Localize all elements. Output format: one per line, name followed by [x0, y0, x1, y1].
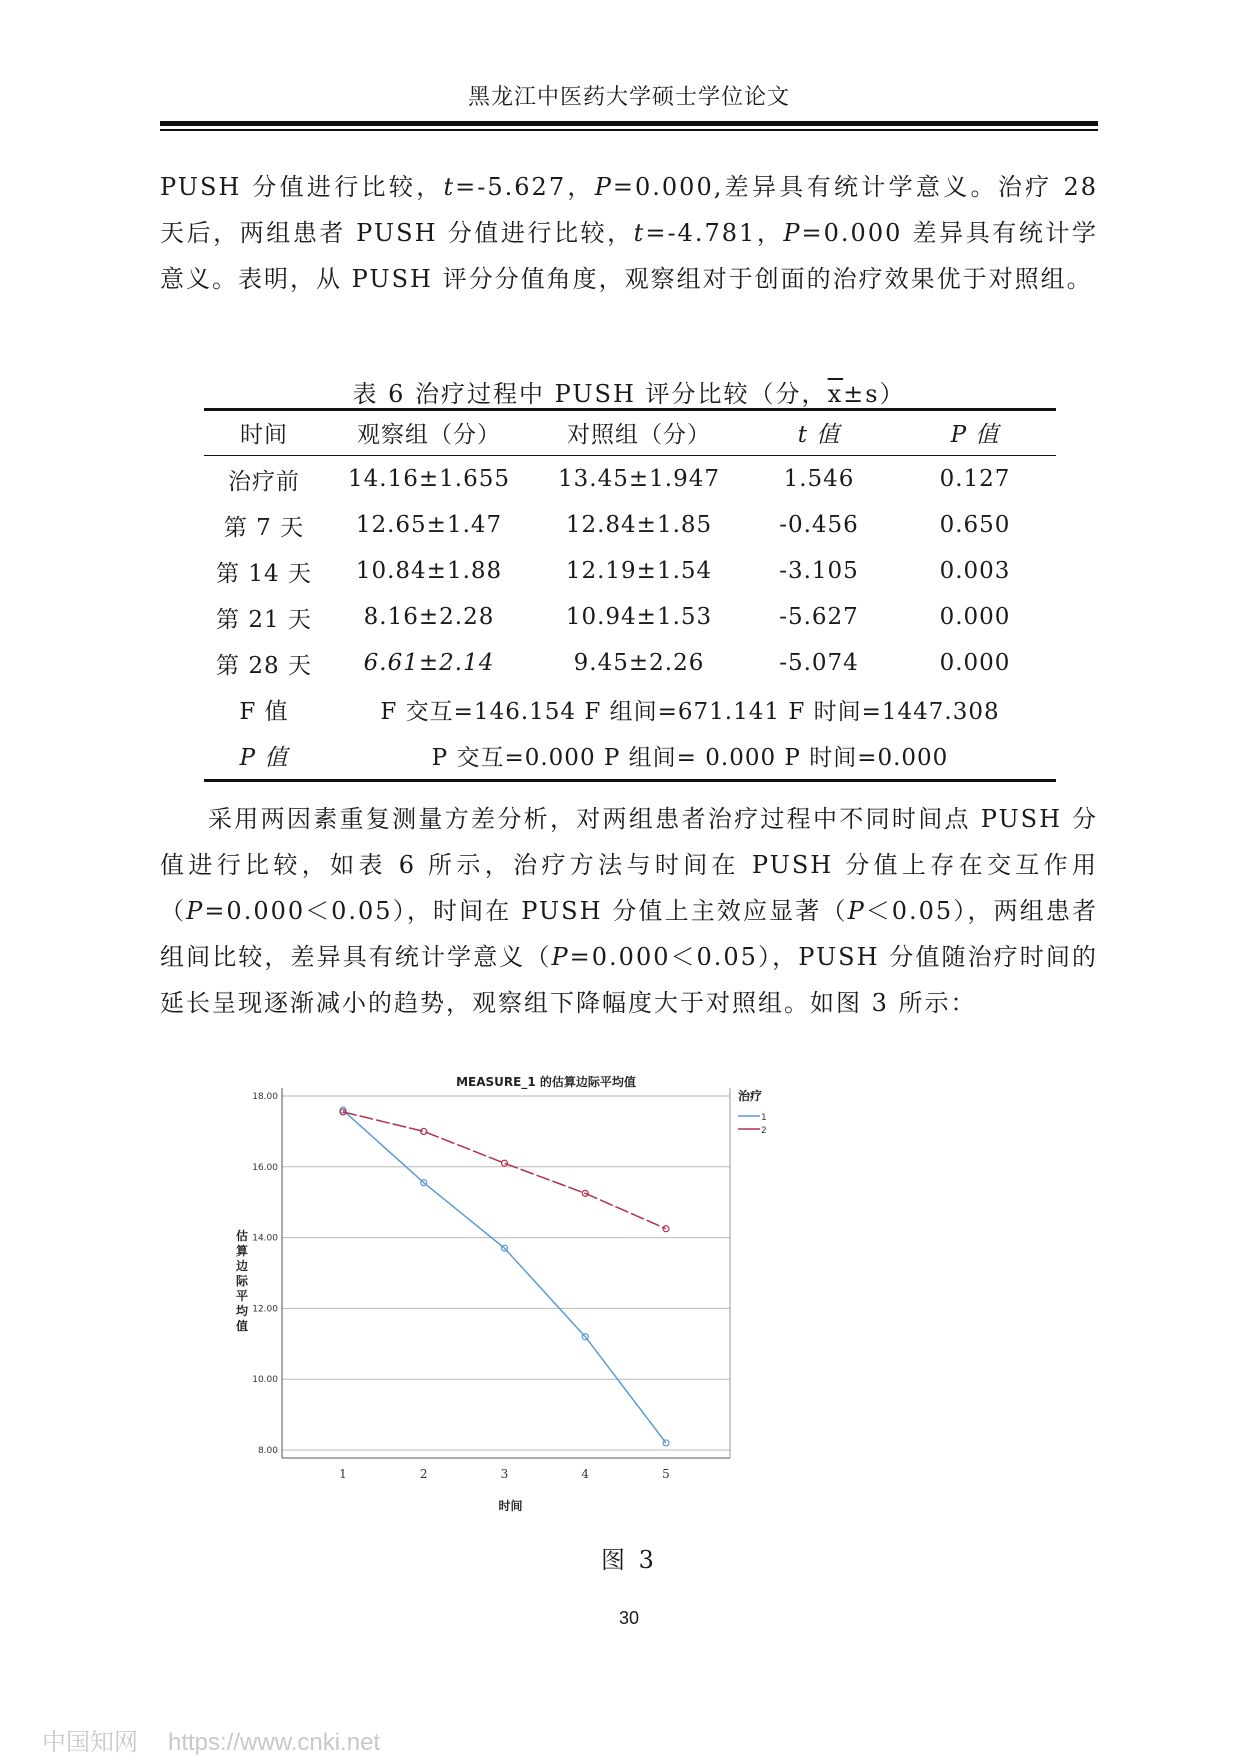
- y-tick-label: 8.00: [257, 1446, 278, 1456]
- running-header: 黑龙江中医药大学硕士学位论文: [467, 85, 790, 110]
- table-caption: 表 6 治疗过程中 PUSH 评分比较（分，$\overline{x}\pm s$）: [352, 380, 906, 408]
- header-rule-thin: [160, 129, 1098, 131]
- header-t: t 值: [744, 409, 894, 456]
- watermark: [42, 1722, 410, 1757]
- paragraph-2: 采用两因素重复测量方差分析，对两组患者治疗过程中不同时间点 PUSH 分值进行比较，如表 6 所示，治疗方法与时间在 PUSH 分值上存在交互作用（P=0.000＜0.05），时间在 PUSH 分值上主效应显著（P＜0.05），两组患者组间比较，差异具有统计学意义（P=0.000＜0.05），PUSH 分值随治疗时间的延长呈现逐渐减小的趋势，观察组下降幅度大于对照组。如图 3 所示：: [160, 805, 1099, 1017]
- table-cell: 治疗前: [228, 468, 300, 495]
- table-cell: 第 28 天: [216, 652, 312, 679]
- y-tick-label: 12.00: [252, 1304, 278, 1315]
- header-ctrl: 对照组（分）: [534, 409, 744, 456]
- y-tick-label: 18.00: [252, 1092, 278, 1102]
- legend-title: 治疗: [738, 1089, 763, 1103]
- header-time: 时间: [204, 409, 324, 456]
- x-tick-label: 3: [500, 1467, 509, 1481]
- f-value: F 交互=146.154 F 组间=671.141 F 时间=1447.308: [380, 698, 1000, 725]
- p-value: P 交互=0.000 P 组间= 0.000 P 时间=0.000: [431, 744, 949, 771]
- y-tick-label: 16.00: [252, 1162, 278, 1173]
- y-tick-label: 10.00: [252, 1375, 278, 1386]
- watermark-url: https://www.cnki.net: [168, 1729, 381, 1756]
- table-cell: 14.16±1.655: [348, 466, 510, 492]
- table-cell: 1.546: [783, 466, 855, 492]
- y-axis-label-char: 值: [235, 1319, 249, 1333]
- table-row: [204, 502, 1056, 548]
- x-tick-label: 5: [662, 1467, 670, 1481]
- data-point: [663, 1440, 669, 1446]
- figure-3-chart: [235, 1070, 870, 1540]
- y-axis-label-char: 算: [235, 1244, 249, 1258]
- y-tick-label: 14.00: [252, 1233, 278, 1244]
- table-cell: 9.45±2.26: [573, 650, 705, 676]
- watermark-brand: 中国知网: [42, 1729, 138, 1756]
- legend-label: 2: [761, 1126, 767, 1136]
- table-cell: 10.94±1.53: [565, 604, 713, 630]
- table-cell: -3.105: [779, 558, 859, 584]
- table-cell: 0.650: [939, 512, 1011, 538]
- push-score-table: [204, 409, 1056, 778]
- f-value-row: [204, 686, 1056, 732]
- table-cell: -5.074: [779, 650, 859, 676]
- table-cell: -0.456: [779, 512, 859, 538]
- x-tick-label: 1: [339, 1467, 347, 1481]
- header-rule-thick: [160, 121, 1098, 126]
- table-row: [204, 548, 1056, 594]
- table-cell: 12.65±1.47: [355, 512, 503, 538]
- table-cell: 第 21 天: [216, 606, 312, 633]
- line-chart-svg: [235, 1070, 870, 1540]
- table-row: [204, 640, 1056, 686]
- y-axis-label-char: 平: [235, 1289, 249, 1303]
- table-cell: 第 14 天: [216, 560, 312, 587]
- x-tick-label: 4: [581, 1467, 590, 1481]
- table-cell: 12.84±1.85: [565, 512, 713, 538]
- table-cell: 12.19±1.54: [565, 558, 713, 584]
- paragraph-1: PUSH 分值进行比较，t=-5.627，P=0.000,差异具有统计学意义。治疗 28 天后，两组患者 PUSH 分值进行比较，t=-4.781，P=0.000 差异具有统计学意义。表明，从 PUSH 评分分值角度，观察组对于创面的治疗效果优于对照组。: [160, 173, 1098, 293]
- header-obs: 观察组（分）: [324, 409, 534, 456]
- table-header-row: [204, 409, 1056, 456]
- y-axis-label-char: 边: [235, 1259, 249, 1273]
- table-cell: 0.127: [939, 466, 1011, 492]
- table-cell: 8.16±2.28: [363, 604, 495, 630]
- x-tick-label: 2: [419, 1467, 428, 1481]
- chart-title: MEASURE_1 的估算边际平均值: [456, 1075, 636, 1089]
- table-cell: 6.61±2.14: [363, 650, 495, 676]
- x-axis-label: 时间: [498, 1499, 523, 1513]
- table-cell: 0.000: [939, 604, 1011, 630]
- p-label: P 值: [239, 744, 289, 771]
- legend-label: 1: [761, 1113, 767, 1123]
- y-axis-label-char: 际: [235, 1274, 249, 1288]
- header-p: P 值: [894, 409, 1056, 456]
- p-value-row: [204, 732, 1056, 778]
- table-cell: 0.000: [939, 650, 1011, 676]
- table-cell: 13.45±1.947: [558, 466, 720, 492]
- table-bottom-rule: [204, 779, 1056, 782]
- page-number: 30: [618, 1608, 640, 1628]
- table-row: [204, 456, 1056, 503]
- figure-caption: 图 3: [601, 1546, 657, 1574]
- y-axis-label-char: 估: [235, 1229, 249, 1243]
- table-cell: -5.627: [779, 604, 859, 630]
- table-cell: 0.003: [939, 558, 1011, 584]
- table-cell: 第 7 天: [223, 514, 305, 541]
- f-label: F 值: [239, 698, 289, 725]
- table-row: [204, 594, 1056, 640]
- table-cell: 10.84±1.88: [355, 558, 503, 584]
- y-axis-label-char: 均: [235, 1304, 249, 1318]
- series-line-2: [343, 1112, 666, 1229]
